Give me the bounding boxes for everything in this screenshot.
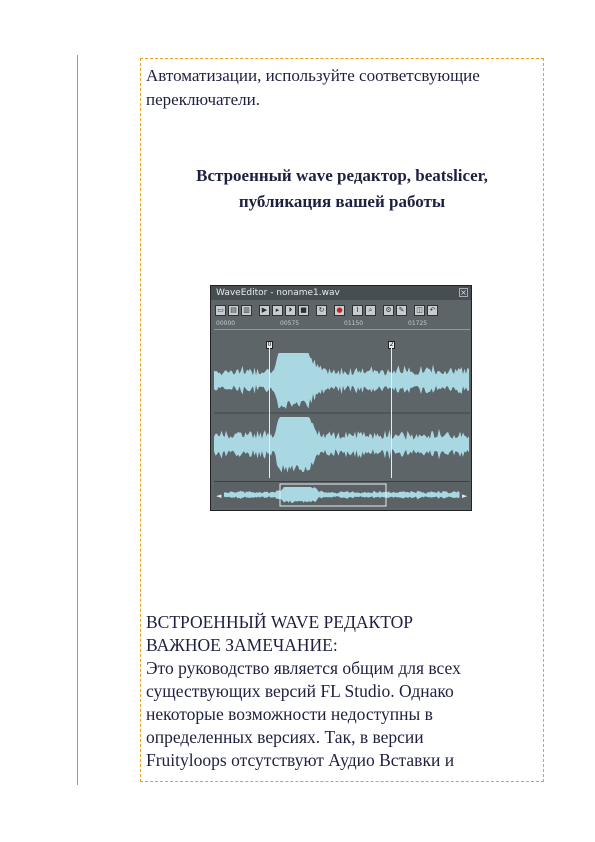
save-icon[interactable]: ▥: [241, 305, 252, 316]
body-line: определенных версиях. Так, в версии: [146, 727, 424, 747]
undo-icon[interactable]: ↶: [427, 305, 438, 316]
selection-line-left: [269, 348, 270, 478]
new-icon[interactable]: ▭: [215, 305, 226, 316]
ruler-label: 01150: [344, 320, 364, 327]
scroll-right-icon: ►: [462, 492, 468, 500]
left-margin-rule: [77, 55, 78, 785]
play-loop-icon[interactable]: ▸: [272, 305, 283, 316]
open-icon[interactable]: ▤: [228, 305, 239, 316]
body-line: Fruityloops отсутствуют Аудио Вставки и: [146, 750, 455, 770]
heading-line-1: Встроенный wave редактор, beatslicer,: [196, 166, 488, 185]
cursor-icon[interactable]: I: [352, 305, 363, 316]
record-icon[interactable]: ●: [334, 305, 345, 316]
region-marker-right[interactable]: 2: [389, 341, 394, 348]
ruler-label: 00000: [216, 320, 236, 327]
waveform-channel-right: [214, 417, 469, 473]
heading-line-2: публикация вашей работы: [238, 192, 446, 211]
loop-icon[interactable]: ↻: [316, 305, 327, 316]
waveform-channel-left: [214, 353, 469, 409]
body-text: [146, 611, 538, 772]
edit-icon[interactable]: ✎: [396, 305, 407, 316]
waveform-display[interactable]: [214, 348, 470, 478]
body-line: существующих версий FL Studio. Однако: [146, 681, 454, 701]
overview-waveform: [224, 487, 460, 503]
step-icon[interactable]: ⏵: [285, 305, 296, 316]
stop-icon[interactable]: ■: [298, 305, 309, 316]
ruler-label: 00575: [280, 320, 300, 327]
note-title: ВАЖНОЕ ЗАМЕЧАНИЕ:: [146, 635, 338, 655]
body-line: некоторые возможности недоступны в: [146, 704, 433, 724]
zoom-icon[interactable]: ⌕: [365, 305, 376, 316]
scroll-left-icon: ◄: [216, 492, 222, 500]
selection-line-right: [391, 348, 392, 478]
overview-scrollbar[interactable]: [214, 481, 470, 508]
section-title: ВСТРОЕННЫЙ WAVE РЕДАКТОР: [146, 612, 414, 632]
wave-editor-title: WaveEditor - noname1.wav: [216, 288, 340, 298]
section-heading: [146, 163, 538, 215]
wave-editor-title-bar: [211, 286, 471, 300]
ruler-divider: [214, 329, 470, 330]
region-marker-left[interactable]: 0: [267, 341, 272, 348]
body-line: Это руководство является общим для всех: [146, 658, 461, 678]
wave-editor-toolbar: [215, 305, 469, 318]
snap-icon[interactable]: ◫: [414, 305, 425, 316]
close-icon[interactable]: ×: [460, 288, 467, 297]
ruler-label: 01725: [408, 320, 428, 327]
paragraph-top: Автоматизации, используйте соответсвующие переключатели.: [146, 66, 480, 109]
wave-editor-window: [210, 285, 472, 511]
play-icon[interactable]: ▶: [259, 305, 270, 316]
gear-icon[interactable]: ⚙: [383, 305, 394, 316]
